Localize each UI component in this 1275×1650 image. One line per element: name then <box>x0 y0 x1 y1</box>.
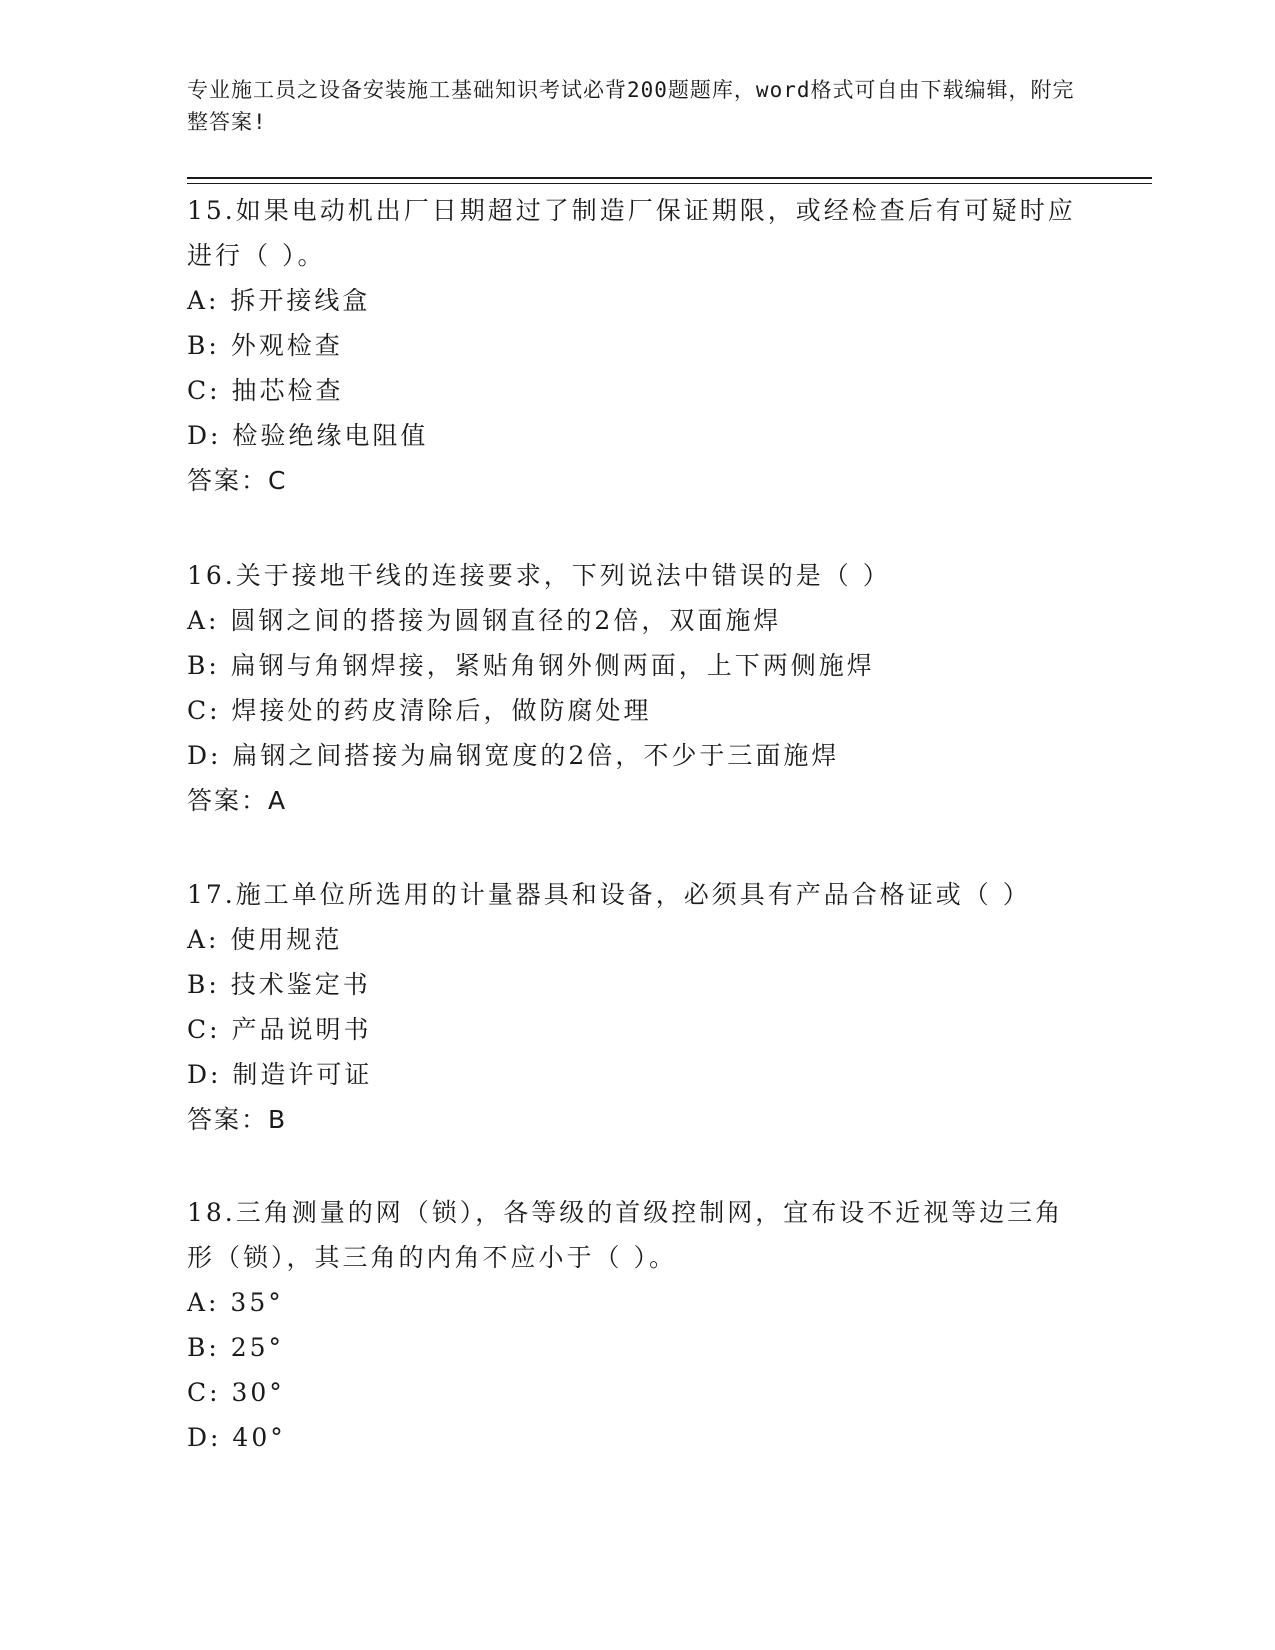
header-divider-thin <box>187 183 1152 184</box>
question-stem: 18.三角测量的网（锁），各等级的首级控制网，宜布设不近视等边三角形（锁），其三角的内角不应小于（ ）。 <box>187 1198 1064 1272</box>
question-16 <box>187 553 1087 823</box>
option-c: C: 30° <box>187 1378 285 1407</box>
option-c: C: 抽芯检查 <box>187 376 344 405</box>
answer: 答案：A <box>187 786 288 815</box>
option-d: D: 检验绝缘电阻值 <box>187 421 429 450</box>
option-a: A: 使用规范 <box>187 925 343 954</box>
option-b: B: 25° <box>187 1333 285 1362</box>
question-18 <box>187 1190 1087 1460</box>
question-15 <box>187 188 1087 503</box>
option-a: A: 拆开接线盒 <box>187 286 371 315</box>
answer: 答案：C <box>187 466 288 495</box>
option-c: C: 焊接处的药皮清除后，做防腐处理 <box>187 696 652 725</box>
option-a: A: 35° <box>187 1288 284 1317</box>
option-b: B: 扁钢与角钢焊接，紧贴角钢外侧两面，上下两侧施焊 <box>187 651 875 680</box>
option-a: A: 圆钢之间的搭接为圆钢直径的2倍，双面施焊 <box>187 606 782 635</box>
question-stem: 17.施工单位所选用的计量器具和设备，必须具有产品合格证或（ ） <box>187 880 1031 909</box>
option-b: B: 外观检查 <box>187 331 343 360</box>
option-c: C: 产品说明书 <box>187 1015 372 1044</box>
answer: 答案：B <box>187 1105 288 1134</box>
option-d: D: 制造许可证 <box>187 1060 373 1089</box>
question-stem: 15.如果电动机出厂日期超过了制造厂保证期限，或经检查后有可疑时应进行（ ）。 <box>187 196 1076 270</box>
question-stem: 16.关于接地干线的连接要求，下列说法中错误的是（ ） <box>187 561 891 590</box>
option-b: B: 技术鉴定书 <box>187 970 371 999</box>
document-header: 专业施工员之设备安装施工基础知识考试必背200题题库，word格式可自由下载编辑，附完整答案! <box>187 78 1075 134</box>
option-d: D: 扁钢之间搭接为扁钢宽度的2倍，不少于三面施焊 <box>187 741 840 770</box>
question-17 <box>187 872 1087 1142</box>
option-d: D: 40° <box>187 1423 286 1452</box>
header-divider-thick <box>187 177 1152 179</box>
